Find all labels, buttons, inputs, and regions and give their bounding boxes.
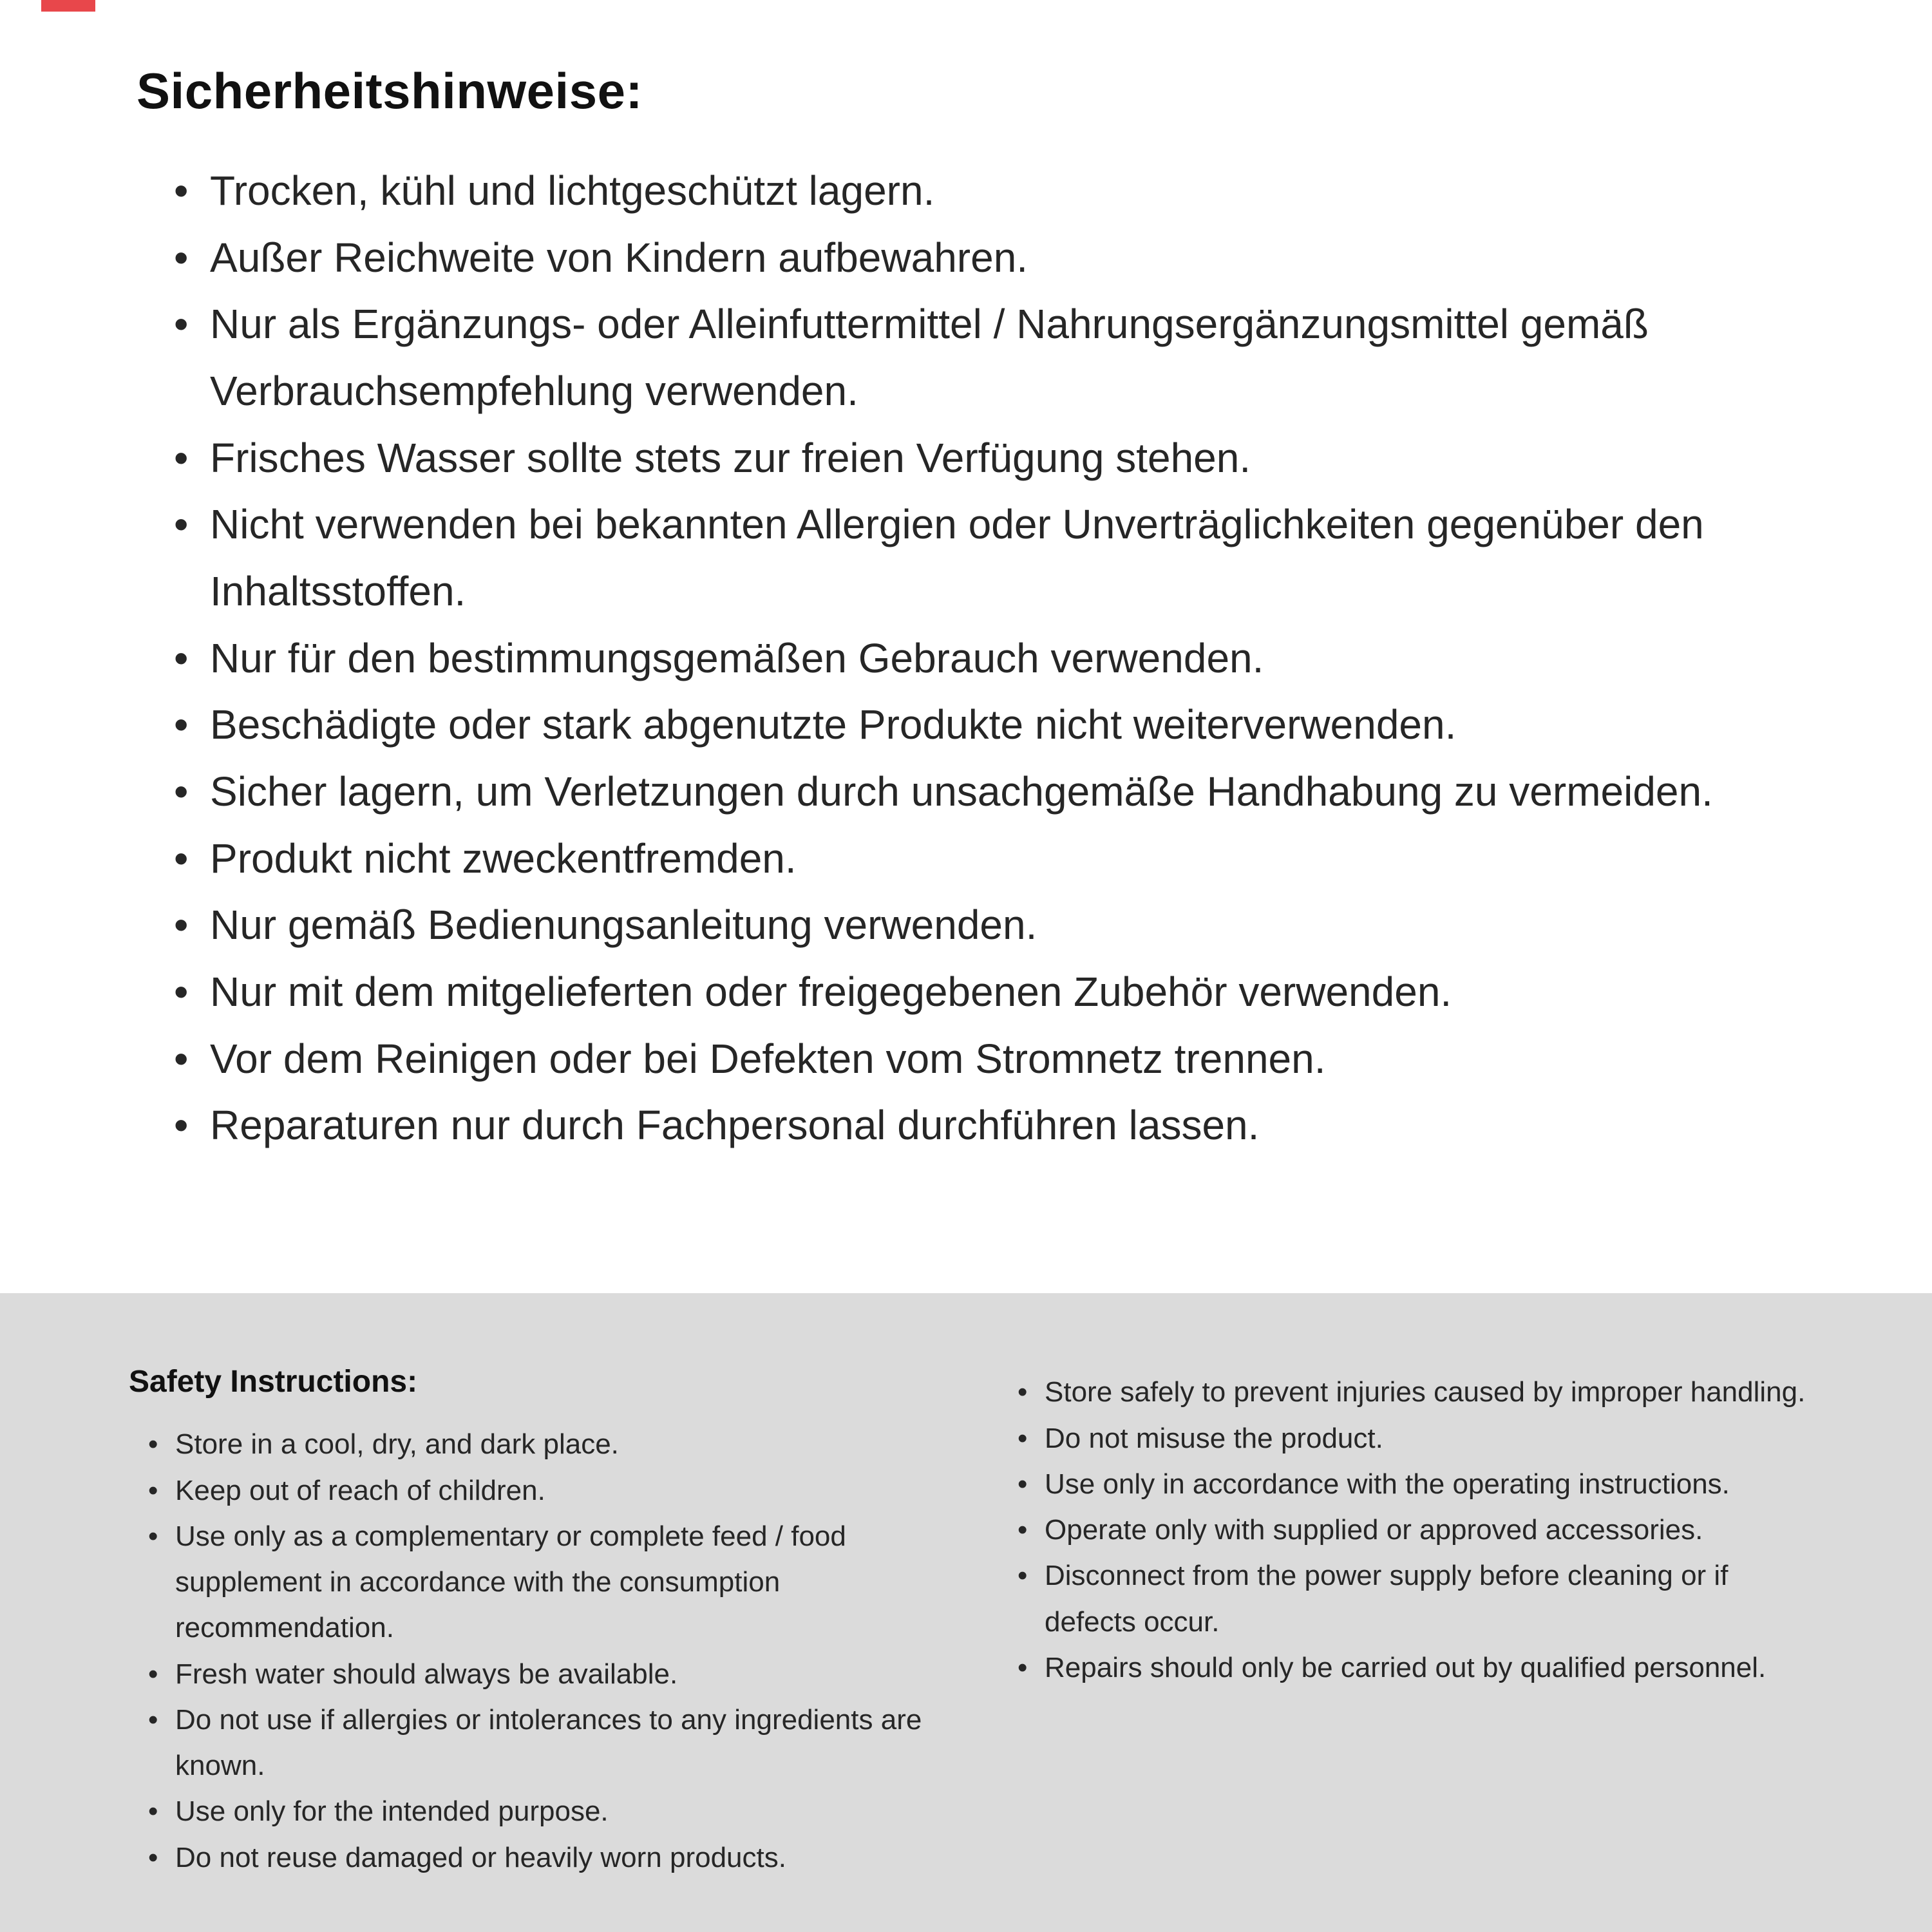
list-item	[174, 892, 1837, 959]
list-item-text: Nur gemäß Bedienungsanleitung verwenden.	[210, 902, 1037, 949]
list-item-text: Use only for the intended purpose.	[175, 1795, 609, 1828]
list-item-text: Store in a cool, dry, and dark place.	[175, 1428, 619, 1461]
list-item-text: Do not misuse the product.	[1045, 1422, 1383, 1454]
list-item	[174, 826, 1837, 893]
list-item	[148, 1835, 934, 1880]
english-left-list	[129, 1421, 934, 1880]
list-item	[1018, 1645, 1823, 1690]
list-item	[148, 1651, 934, 1697]
list-item	[148, 1697, 934, 1789]
list-item-text: Reparaturen nur durch Fachpersonal durchführen lassen.	[210, 1102, 1260, 1149]
list-item-text: Frisches Wasser sollte stets zur freien Verfügung stehen.	[210, 434, 1251, 481]
list-item-text: Vor dem Reinigen oder bei Defekten vom Stromnetz trennen.	[210, 1035, 1326, 1082]
list-item-text: Beschädigte oder stark abgenutzte Produkte nicht weiterverwenden.	[210, 701, 1457, 748]
list-item-text: Nur als Ergänzungs- oder Alleinfuttermittel / Nahrungsergänzungsmittel gemäß Verbrauchsempfehlung verwenden.	[210, 301, 1649, 415]
list-item	[174, 158, 1837, 225]
list-item	[148, 1513, 934, 1651]
list-item-text: Do not use if allergies or intolerances to any ingredients are known.	[175, 1703, 922, 1782]
list-item-text: Nur für den bestimmungsgemäßen Gebrauch verwenden.	[210, 634, 1264, 681]
list-item	[174, 1092, 1837, 1159]
list-item	[148, 1468, 934, 1513]
german-list	[137, 158, 1837, 1159]
list-item	[174, 759, 1837, 826]
list-item	[174, 491, 1837, 625]
list-item-text: Trocken, kühl und lichtgeschützt lagern.	[210, 167, 935, 214]
list-item	[174, 625, 1837, 692]
english-right-column	[1018, 1364, 1823, 1880]
list-item	[1018, 1369, 1823, 1415]
list-item	[1018, 1507, 1823, 1553]
german-title: Sicherheitshinweise:	[137, 62, 643, 119]
list-item	[1018, 1553, 1823, 1645]
english-section	[0, 1293, 1932, 1932]
list-item	[174, 291, 1837, 424]
list-item-text: Use only in accordance with the operating instructions.	[1045, 1468, 1730, 1500]
list-item	[174, 1026, 1837, 1093]
list-item-text: Disconnect from the power supply before cleaning or if defects occur.	[1045, 1560, 1728, 1638]
list-item	[1018, 1461, 1823, 1507]
list-item-text: Nicht verwenden bei bekannten Allergien oder Unverträglichkeiten gegenüber den Inhaltsstoffen.	[210, 501, 1704, 615]
list-item-text: Fresh water should always be available.	[175, 1658, 678, 1690]
english-right-list	[1018, 1369, 1823, 1690]
list-item-text: Nur mit dem mitgelieferten oder freigegebenen Zubehör verwenden.	[210, 969, 1452, 1016]
list-item	[174, 692, 1837, 759]
list-item-text: Do not reuse damaged or heavily worn products.	[175, 1841, 786, 1873]
list-item	[174, 959, 1837, 1026]
list-item-text: Außer Reichweite von Kindern aufbewahren.	[210, 234, 1028, 281]
red-corner-accent	[41, 0, 95, 12]
list-item-text: Repairs should only be carried out by qualified personnel.	[1045, 1651, 1766, 1683]
list-item-text: Use only as a complementary or complete feed / food supplement in accordance with the consumption recommendation.	[175, 1520, 846, 1644]
list-item	[148, 1421, 934, 1467]
list-item-text: Operate only with supplied or approved accessories.	[1045, 1514, 1703, 1546]
english-left-column	[129, 1364, 934, 1880]
english-title: Safety Instructions:	[129, 1365, 418, 1399]
list-item-text: Store safely to prevent injuries caused by improper handling.	[1045, 1376, 1806, 1408]
list-item	[148, 1788, 934, 1834]
list-item	[1018, 1416, 1823, 1461]
list-item-text: Keep out of reach of children.	[175, 1474, 545, 1506]
list-item-text: Produkt nicht zweckentfremden.	[210, 835, 797, 882]
list-item	[174, 225, 1837, 292]
list-item-text: Sicher lagern, um Verletzungen durch unsachgemäße Handhabung zu vermeiden.	[210, 768, 1713, 815]
list-item	[174, 425, 1837, 492]
